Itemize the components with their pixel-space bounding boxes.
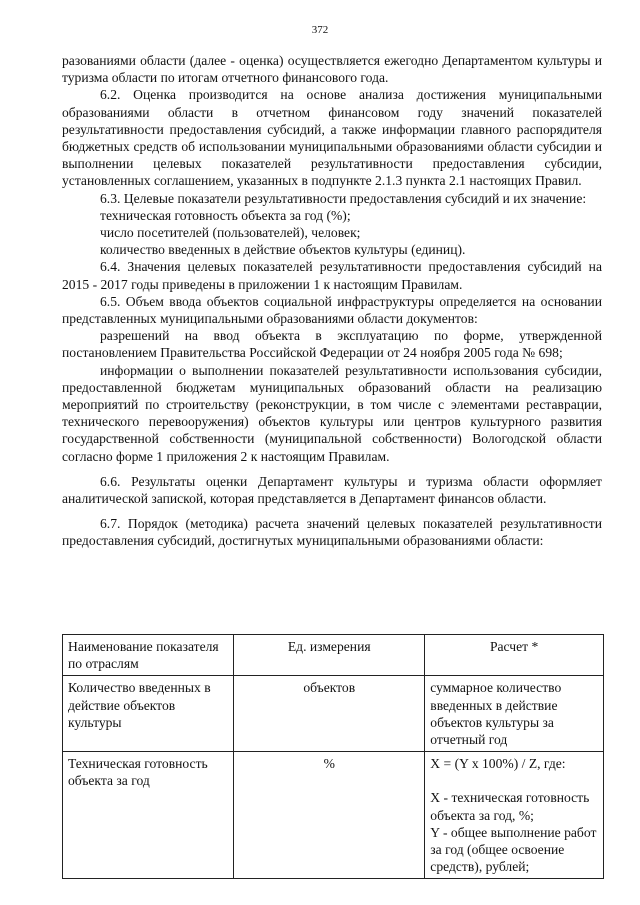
list-item: число посетителей (пользователей), человек;: [100, 225, 361, 241]
table-row: [63, 676, 604, 752]
paragraph: 6.2. Оценка производится на основе анализа достижения муниципальными образованиями области в отчетном финансовом году значений показателей результативности предоставления субсидий, а также информации главного распорядителя бюджетных средств об использовании муниципальными образованиями области субсидии и выполнении целевых показателей результативности предоставления субсидии, установленных соглашением, указанных в подпункте 2.1.3 пункта 2.1 настоящих Правил.: [62, 87, 602, 189]
indicators-table: [62, 634, 604, 879]
table-cell-unit: объектов: [234, 676, 425, 752]
paragraph: 6.6. Результаты оценки Департамент культуры и туризма области оформляет аналитической запиской, которая представляется в Департамент финансов области.: [62, 473, 602, 507]
list-item: информации о выполнении показателей результативности использования субсидии, предоставленной бюджетам муниципальных образований области на реализацию мероприятий по строительству (реконструкции, в том числе с элементами реставрации, технического перевооружения) объектов культуры или центров культурного развития государственной собственности (муниципальной собственности) Вологодской области согласно форме 1 приложения 2 к настоящим Правилам.: [62, 362, 602, 464]
calc-formula: X = (Y x 100%) / Z, где:: [430, 756, 566, 772]
paragraph: 6.5. Объем ввода объектов социальной инфраструктуры определяется на основании представленных муниципальными образованиями области документов:: [62, 293, 602, 327]
calc-line: суммарное количество введенных в действие объектов культуры за отчетный год: [430, 680, 562, 748]
table-cell-name: Техническая готовность объекта за год: [63, 752, 234, 879]
calc-line: X - техническая готовность объекта за год, %;: [430, 790, 590, 823]
paragraph: 6.3. Целевые показатели результативности предоставления субсидий и их значение:: [100, 190, 587, 206]
calc-blank-line: [430, 772, 598, 789]
table-header-row: [63, 635, 604, 676]
table-cell-name: Количество введенных в действие объектов культуры: [63, 676, 234, 752]
calc-line: Y - общее выполнение работ за год (общее освоение средств), рублей;: [430, 824, 597, 875]
table-cell-unit: %: [234, 752, 425, 879]
table-cell-calc: [425, 752, 604, 879]
table-cell-calc: [425, 676, 604, 752]
list-item: техническая готовность объекта за год (%);: [100, 207, 351, 223]
table-header-cell: Расчет *: [425, 635, 604, 676]
list-item: количество введенных в действие объектов культуры (единиц).: [100, 242, 466, 258]
table-header-cell: Ед. измерения: [234, 635, 425, 676]
paragraph: разованиями области (далее - оценка) осуществляется ежегодно Департаментом культуры и туризма области по итогам отчетного финансового года.: [62, 53, 602, 86]
list-item: разрешений на ввод объекта в эксплуатацию по форме, утвержденной постановлением Правительства Российской Федерации от 24 ноября 2005 года № 698;: [62, 328, 602, 361]
paragraph: 6.4. Значения целевых показателей результативности предоставления субсидий на 2015 - 2017 годы приведены в приложении 1 к настоящим Правилам.: [62, 259, 602, 292]
table-header-cell: Наименование показателя по отраслям: [63, 635, 234, 676]
paragraph: 6.7. Порядок (методика) расчета значений целевых показателей результативности предоставления субсидий, достигнутых муниципальными образованиями области:: [62, 516, 602, 549]
page-number: 372: [311, 24, 329, 36]
table-row: [63, 752, 604, 879]
document-body: [62, 52, 602, 550]
